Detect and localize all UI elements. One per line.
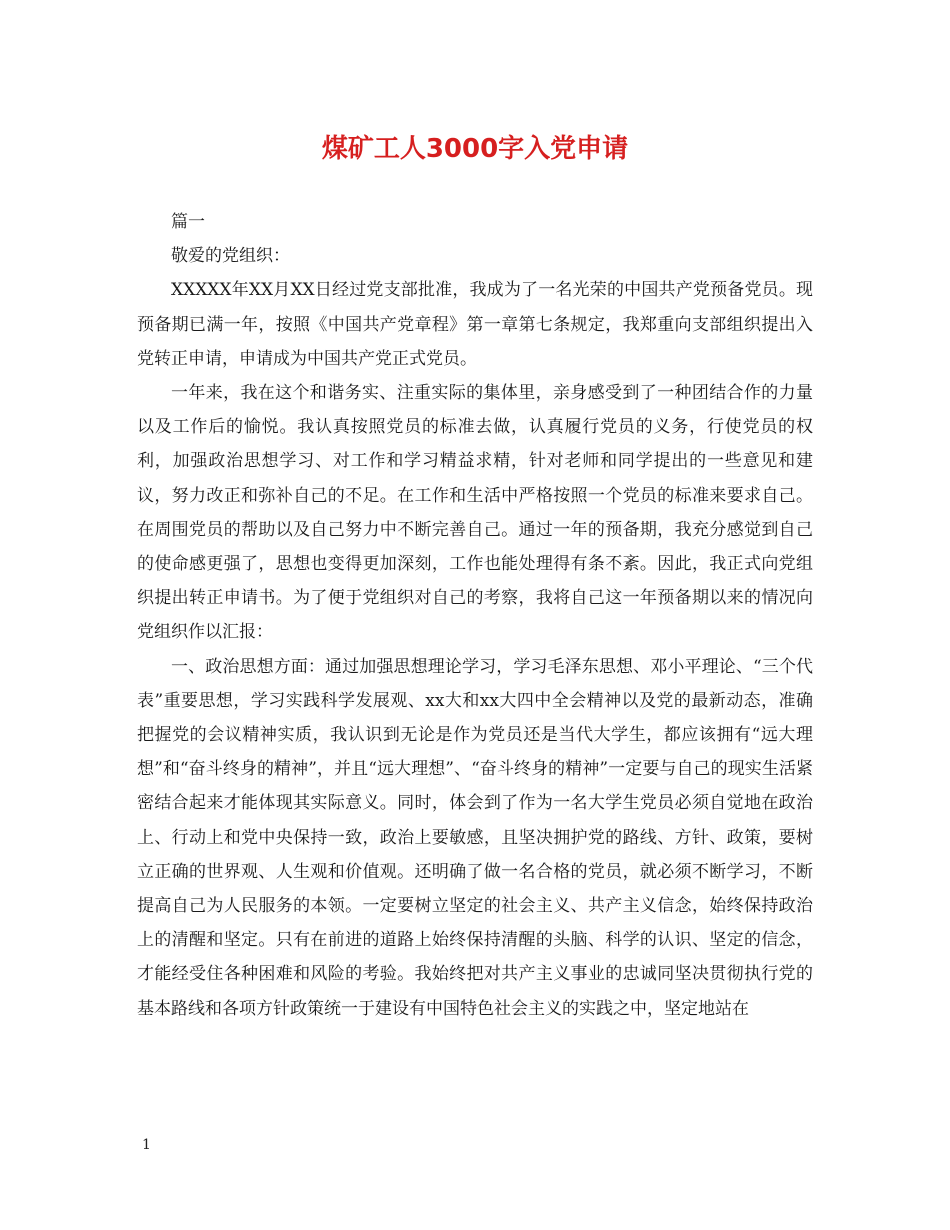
section-heading: 篇一 bbox=[171, 212, 205, 232]
body-paragraph: 一年来，我在这个和谐务实、注重实际的集体里，亲身感受到了一种团结合作的力量以及工作后的愉悦。我认真按照党员的标准去做，认真履行党员的义务，行使党员的权利，加强政治思想学习、对工作和学习精益求精，针对老师和同学提出的一些意见和建议，努力改正和弥补自己的不足。在工作和生活中严格按照一个党员的标准来要求自己。在周围党员的帮助以及自己努力中不断完善自己。通过一年的预备期，我充分感觉到自己的使命感更强了，思想也变得更加深刻，工作也能处理得有条不紊。因此，我正式向党组织提出转正申请书。为了便于党组织对自己的考察，我将自己这一年预备期以来的情况向党组织作以汇报： bbox=[137, 383, 813, 643]
body-paragraph: 一、政治思想方面：通过加强思想理论学习，学习毛泽东思想、邓小平理论、“三个代表”重要思想，学习实践科学发展观、xx大和xx大四中全会精神以及党的最新动态，准确把握党的会议精神实质，我认识到无论是作为党员还是当代大学生，都应该拥有“远大理想”和“奋斗终身的精神”，并且“远大理想”、“奋斗终身的精神”一定要与自己的现实生活紧密结合起来才能体现其实际意义。同时，体会到了作为一名大学生党员必须自觉地在政治上、行动上和党中央保持一致，政治上要敏感，且坚决拥护党的路线、方针、政策，要树立正确的世界观、人生观和价值观。还明确了做一名合格的党员，就必须不断学习，不断提高自己为人民服务的本领。一定要树立坚定的社会主义、共产主义信念，始终保持政治上的清醒和坚定。只有在前进的道路上始终保持清醒的头脑、科学的认识、坚定的信念，才能经受住各种困难和风险的考验。我始终把对共产主义事业的忠诚同坚决贯彻执行党的基本路线和各项方针政策统一于建设有中国特色社会主义的实践之中，坚定地站在 bbox=[137, 656, 813, 1019]
salutation: 敬爱的党组织： bbox=[171, 246, 290, 267]
document-body bbox=[137, 205, 813, 1026]
body-paragraph: XXXXX年XX月XX日经过党支部批准，我成为了一名光荣的中国共产党预备党员。现预备期已满一年，按照《中国共产党章程》第一章第七条规定，我郑重向支部组织提出入党转正申请，申请成为中国共产党正式党员。 bbox=[137, 280, 813, 369]
document-title: 煤矿工人3000字入党申请 bbox=[321, 134, 629, 164]
page-number: 1 bbox=[142, 1137, 151, 1153]
